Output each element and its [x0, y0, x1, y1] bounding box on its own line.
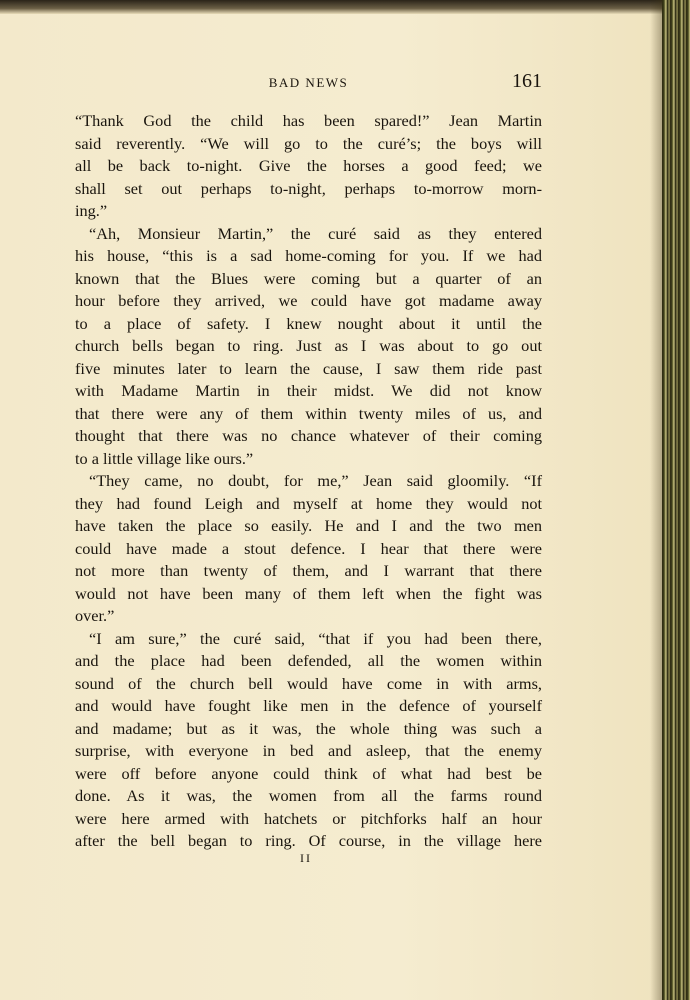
page-top-edge [0, 0, 690, 14]
text-line: church bells began to ring. Just as I was about to go out [75, 336, 542, 355]
text-line: and would have fought like men in the defence of yourself [75, 696, 542, 715]
text-line: all be back to-night. Give the horses a good feed; we [75, 156, 542, 175]
text-line: have taken the place so easily. He and I and the two men [75, 516, 542, 535]
text-line: his house, “this is a sad home-coming for you. If we had [75, 246, 542, 265]
text-line: thought that there was no chance whatever of their coming [75, 426, 542, 445]
text-line: “Ah, Monsieur Martin,” the curé said as they entered [89, 223, 542, 243]
text-line: “I am sure,” the curé said, “that if you had been there, [89, 628, 542, 648]
text-line: to a little village like ours.” [75, 448, 254, 468]
text-line: and madame; but as it was, the whole thing was such a [75, 718, 542, 738]
text-line: over.” [75, 606, 115, 625]
text-line: could have made a stout defence. I hear that there were [75, 538, 542, 558]
text-line: shall set out perhaps to-night, perhaps to-morrow morn- [75, 178, 542, 198]
page-number: 161 [512, 70, 542, 92]
text-line: with Madame Martin in their midst. We did not know [75, 381, 542, 400]
book-spine-edge [662, 0, 690, 1000]
text-line: and the place had been defended, all the women within [75, 651, 542, 670]
text-line: sound of the church bell would have come in with arms, [75, 673, 542, 693]
text-line: “They came, no doubt, for me,” Jean said gloomily. “If [89, 471, 542, 490]
text-line: would not have been many of them left when the fight was [75, 583, 542, 603]
text-line: done. As it was, the women from all the farms round [75, 786, 542, 805]
text-line: known that the Blues were coming but a quarter of an [75, 268, 542, 288]
text-line: to a place of safety. I knew nought about it until the [75, 313, 542, 333]
page-header [75, 72, 542, 96]
text-line: ing.” [75, 201, 108, 220]
text-line: after the bell began to ring. Of course, in the village here [75, 831, 542, 850]
text-line: they had found Leigh and myself at home they would not [75, 493, 542, 513]
body-text [75, 110, 542, 853]
gutter-shadow [650, 0, 662, 1000]
signature-mark: II [300, 851, 312, 865]
text-line: were off before anyone could think of what had best be [75, 763, 542, 783]
running-head: BAD NEWS [268, 75, 349, 90]
text-line: not more than twenty of them, and I warrant that there [75, 561, 542, 580]
text-line: that there were any of them within twenty miles of us, and [75, 403, 542, 423]
text-line: five minutes later to learn the cause, I saw them ride past [75, 358, 542, 378]
text-line: were here armed with hatchets or pitchforks half an hour [75, 808, 542, 828]
text-line: hour before they arrived, we could have got madame away [75, 291, 542, 310]
text-line: said reverently. “We will go to the curé’s; the boys will [75, 133, 542, 153]
text-line: surprise, with everyone in bed and asleep, that the enemy [75, 741, 542, 760]
text-line: “Thank God the child has been spared!” Jean Martin [75, 111, 542, 130]
